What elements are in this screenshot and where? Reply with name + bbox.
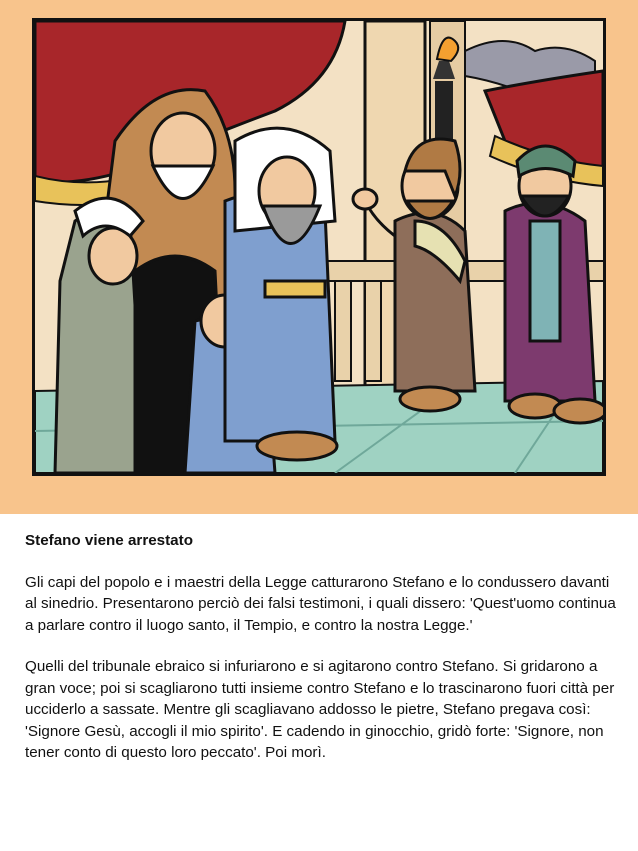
comic-illustration xyxy=(32,18,606,476)
story-text xyxy=(25,530,621,784)
story-title: Stefano viene arrestato xyxy=(25,532,193,549)
story-paragraph: Gli capi del popolo e i maestri della Legge catturarono Stefano e lo condussero davanti al sinedrio. Presentarono perciò dei falsi testimoni, i quali dissero: 'Quest'uomo continua a parlare contro il luogo santo, il Tempio, e contro la nostra Legge.' xyxy=(25,573,616,634)
people-figures-icon xyxy=(35,21,603,473)
story-paragraph: Quelli del tribunale ebraico si infuriarono e si agitarono contro Stefano. Si gridarono a gran voce; poi si scagliarono tutti insieme contro Stefano e lo trascinarono fuori città per ucciderlo a sassate. Mentre gli scagliavano addosso le pietre, Stefano pregava così: 'Signore Gesù, accogli il mio spirito'. E cadendo in ginocchio, gridò forte: 'Signore, non tener conto di questo loro peccato'. Poi morì. xyxy=(25,658,615,761)
